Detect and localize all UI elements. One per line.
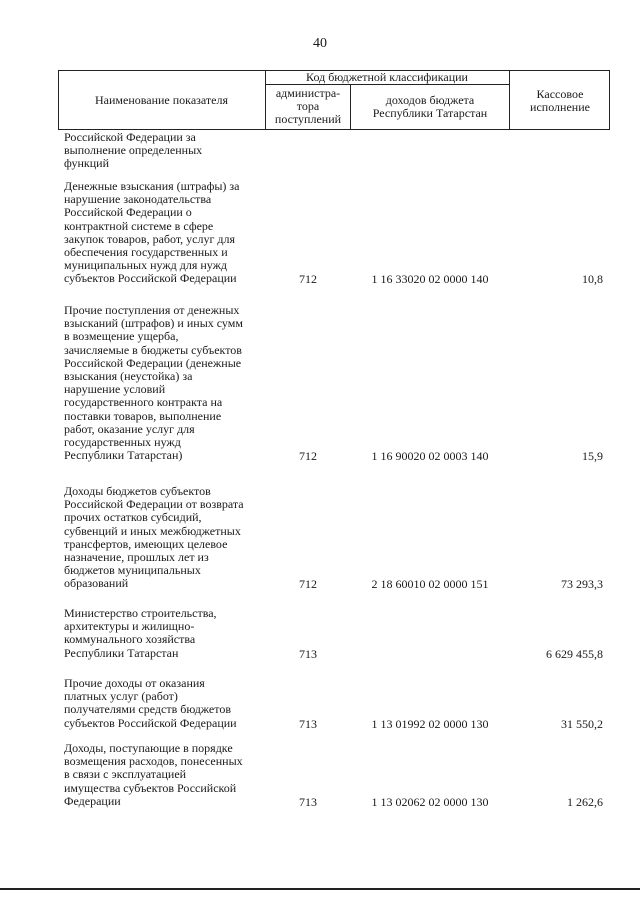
description-line: нарушение законодательства <box>64 192 212 207</box>
description-line: Российской Федерации от возврата <box>64 497 244 512</box>
description-line: архитектуры и жилищно- <box>64 619 195 634</box>
row-description <box>64 131 261 171</box>
description-line: в связи с эксплуатацией <box>64 767 187 782</box>
header-cash-col: Кассовое исполнение <box>530 87 590 114</box>
row-amount: 31 550,2 <box>561 716 603 731</box>
description-line: взысканий (штрафов) и иных сумм <box>64 316 243 331</box>
description-line: обеспечения государственных и <box>64 245 228 260</box>
description-line: Российской Федерации о <box>64 205 192 220</box>
row-description <box>64 677 261 730</box>
description-line: субвенций и иных межбюджетных <box>64 523 241 538</box>
description-line: контрактной системе в сфере <box>64 218 214 233</box>
description-line: Федерации <box>64 793 121 808</box>
description-line: назначение, прошлых лет из <box>64 550 209 565</box>
description-line: государственного контракта на <box>64 395 223 410</box>
description-line: Республики Татарстан <box>64 645 179 660</box>
row-admin-code: 712 <box>299 449 317 464</box>
row-admin-code: 713 <box>299 794 317 809</box>
description-line: имущества субъектов Российской <box>64 780 237 795</box>
row-admin-code: 713 <box>299 716 317 731</box>
row-amount: 10,8 <box>582 272 603 287</box>
description-line: нарушение условий <box>64 382 166 397</box>
description-line: трансфертов, имеющих целевое <box>64 536 228 551</box>
row-description <box>64 742 261 808</box>
description-line: работ, оказание услуг для <box>64 421 195 436</box>
description-line: получателями средств бюджетов <box>64 702 232 717</box>
description-line: в возмещение ущерба, <box>64 329 179 344</box>
description-line: Доходы, поступающие в порядке <box>64 741 233 755</box>
description-line: Прочие доходы от оказания <box>64 676 205 690</box>
row-income-code: 1 13 01992 02 0000 130 <box>371 716 489 731</box>
page-number: 40 <box>313 36 327 51</box>
description-line: взыскания (неустойка) за <box>64 369 193 384</box>
description-line: Республики Татарстан) <box>64 448 183 463</box>
header-name-col: Наименование показателя <box>95 93 228 107</box>
description-line: зачисляемые в бюджеты субъектов <box>64 342 242 357</box>
header-divider <box>265 84 509 85</box>
header-budget-class: Код бюджетной классификации <box>306 70 468 84</box>
description-line: бюджетов муниципальных <box>64 563 201 578</box>
description-line: субъектов Российской Федерации <box>64 715 237 730</box>
description-line: поставки товаров, выполнение <box>64 408 222 423</box>
description-line: муниципальных нужд для нужд <box>64 258 228 273</box>
description-line: коммунального хозяйства <box>64 632 196 647</box>
description-line: Российской Федерации (денежные <box>64 355 242 370</box>
row-description <box>64 485 261 591</box>
description-line: закупок товаров, работ, услуг для <box>64 231 236 246</box>
header-admin-col: администра- тора поступлений <box>274 86 342 126</box>
description-line: Министерство строительства, <box>64 606 217 620</box>
row-admin-code: 712 <box>299 272 317 287</box>
row-income-code: 1 16 90020 02 0003 140 <box>371 449 489 464</box>
row-description <box>64 304 261 462</box>
row-description <box>64 180 261 286</box>
description-line: платных услуг (работ) <box>64 689 178 704</box>
row-amount: 73 293,3 <box>561 577 603 592</box>
description-line: возмещения расходов, понесенных <box>64 754 243 769</box>
description-line: прочих остатков субсидий, <box>64 510 202 525</box>
row-income-code: 2 18 60010 02 0000 151 <box>371 577 489 592</box>
page-bottom-rule <box>0 888 640 890</box>
row-income-code: 1 13 02062 02 0000 130 <box>371 794 489 809</box>
row-description <box>64 607 261 660</box>
header-income-col: доходов бюджета Республики Татарстан <box>372 93 488 120</box>
row-admin-code: 713 <box>299 646 317 661</box>
description-line: выполнение определенных <box>64 143 203 158</box>
description-line: Российской Федерации за <box>64 130 196 144</box>
description-line: Доходы бюджетов субъектов <box>64 484 211 498</box>
row-amount: 1 262,6 <box>567 794 603 809</box>
description-line: Денежные взыскания (штрафы) за <box>64 179 240 193</box>
row-income-code: 1 16 33020 02 0000 140 <box>371 272 489 287</box>
description-line: субъектов Российской Федерации <box>64 271 237 286</box>
row-amount: 15,9 <box>582 449 603 464</box>
description-line: функций <box>64 156 109 171</box>
description-line: государственных нужд <box>64 435 181 450</box>
row-admin-code: 712 <box>299 577 317 592</box>
description-line: Прочие поступления от денежных <box>64 303 240 317</box>
description-line: образований <box>64 576 129 591</box>
row-amount: 6 629 455,8 <box>546 646 603 661</box>
